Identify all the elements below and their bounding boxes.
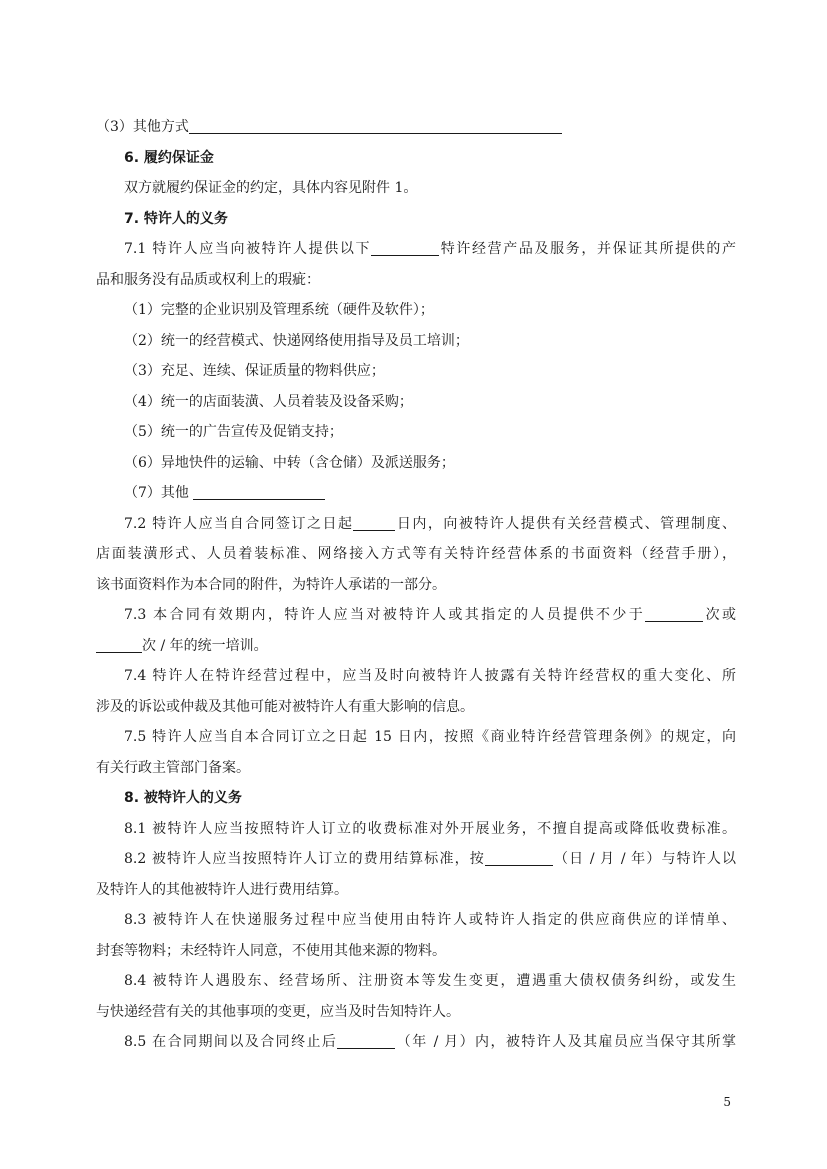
fill-in-blank[interactable] xyxy=(371,239,439,256)
text-line xyxy=(96,570,736,601)
line-text: 7.5 特许人应当自本合同订立之日起 15 日内，按照《商业特许经营管理条例》的规定，向 xyxy=(124,729,736,745)
text-line xyxy=(96,448,736,479)
line-text: 该书面资料作为本合同的附件，为特许人承诺的一部分。 xyxy=(96,576,446,593)
document-body xyxy=(96,112,736,1058)
text-line xyxy=(96,417,736,448)
line-text-continued: 特许经营产品及服务，并保证其所提供的产 xyxy=(439,241,737,257)
line-text: 8.2 被特许人应当按照特许人订立的费用结算标准，按 xyxy=(124,851,485,867)
text-line xyxy=(96,509,736,540)
line-text-continued: （日 / 月 / 年）与特许人以 xyxy=(552,851,737,867)
line-text: 店面装潢形式、人员着装标准、网络接入方式等有关特许经营体系的书面资料（经营手册）， xyxy=(96,546,736,562)
text-line xyxy=(96,905,736,936)
line-text: 8.5 在合同期间以及合同终止后 xyxy=(124,1034,338,1050)
text-line xyxy=(96,173,736,204)
text-line xyxy=(96,692,736,723)
fill-in-blank[interactable] xyxy=(96,636,142,653)
text-line xyxy=(96,814,736,845)
text-line xyxy=(96,631,736,662)
text-line xyxy=(96,966,736,997)
text-line xyxy=(96,997,736,1028)
line-text: 7.1 特许人应当向被特许人提供以下 xyxy=(124,241,372,257)
text-line xyxy=(96,875,736,906)
section-heading: 7. 特许人的义务 xyxy=(124,210,228,227)
line-text-continued: （年 / 月）内，被特许人及其雇员应当保守其所掌 xyxy=(395,1034,736,1050)
line-text: 品和服务没有品质或权利上的瑕疵： xyxy=(96,271,320,288)
line-text: 双方就履约保证金的约定，具体内容见附件 1。 xyxy=(124,180,418,196)
line-text: （5）统一的广告宣传及促销支持； xyxy=(124,424,343,440)
text-line xyxy=(96,936,736,967)
fill-in-blank[interactable] xyxy=(485,849,553,866)
line-text: 8.1 被特许人应当按照特许人订立的收费标准对外开展业务，不擅自提高或降低收费标准。 xyxy=(124,820,736,837)
line-text: （7）其他 xyxy=(124,485,194,501)
page-number: 5 xyxy=(723,1095,731,1109)
fill-in-blank[interactable] xyxy=(337,1032,395,1049)
line-text: 封套等物料；未经特许人同意，不使用其他来源的物料。 xyxy=(96,942,446,959)
fill-in-blank[interactable] xyxy=(189,117,562,134)
line-text: 7.4 特许人在特许经营过程中，应当及时向被特许人披露有关特许经营权的重大变化、所 xyxy=(124,668,736,684)
section-heading: 6. 履约保证金 xyxy=(124,149,214,166)
line-text: （4）统一的店面装潢、人员着装及设备采购； xyxy=(124,393,413,410)
line-text: （3）其他方式 xyxy=(96,119,189,135)
text-line xyxy=(96,356,736,387)
text-line xyxy=(96,112,736,143)
text-line xyxy=(96,600,736,631)
fill-in-blank[interactable] xyxy=(353,514,395,531)
line-text: （6）异地快件的运输、中转（含仓储）及派送服务； xyxy=(124,454,455,471)
line-text: 涉及的诉讼或仲裁及其他可能对被特许人有重大影响的信息。 xyxy=(96,698,474,715)
fill-in-blank[interactable] xyxy=(193,483,325,500)
line-text: （2）统一的经营模式、快递网络使用指导及员工培训； xyxy=(124,332,469,349)
line-text: （1）完整的企业识别及管理系统（硬件及软件）； xyxy=(124,302,434,318)
line-text: 及特许人的其他被特许人进行费用结算。 xyxy=(96,881,348,898)
text-line xyxy=(96,722,736,753)
line-text: 7.3 本合同有效期内，特许人应当对被特许人或其指定的人员提供不少于 xyxy=(124,607,646,623)
text-line xyxy=(96,1027,736,1058)
text-line xyxy=(96,753,736,784)
line-text: 8.3 被特许人在快递服务过程中应当使用由特许人或特许人指定的供应商供应的详情单、 xyxy=(124,912,736,928)
text-line xyxy=(96,326,736,357)
line-text: （3）充足、连续、保证质量的物料供应； xyxy=(124,363,385,379)
line-text-continued: 次 / 年的统一培训。 xyxy=(142,637,268,654)
text-line xyxy=(96,844,736,875)
line-text-continued: 次或 xyxy=(703,607,737,623)
text-line xyxy=(96,478,736,509)
text-line xyxy=(96,387,736,418)
text-line xyxy=(96,539,736,570)
line-text-continued: 日内，向被特许人提供有关经营模式、管理制度、 xyxy=(395,515,736,532)
line-text: 8.4 被特许人遇股东、经营场所、注册资本等发生变更，遭遇重大债权债务纠纷，或发生 xyxy=(124,973,736,989)
fill-in-blank[interactable] xyxy=(645,605,703,622)
line-text: 有关行政主管部门备案。 xyxy=(96,759,250,776)
line-text: 7.2 特许人应当自合同签订之日起 xyxy=(124,515,354,532)
text-line xyxy=(96,234,736,265)
section-heading: 8. 被特许人的义务 xyxy=(124,790,242,806)
line-text: 与快递经营有关的其他事项的变更，应当及时告知特许人。 xyxy=(96,1003,460,1020)
text-line xyxy=(96,265,736,296)
text-line xyxy=(96,661,736,692)
text-line xyxy=(96,295,736,326)
